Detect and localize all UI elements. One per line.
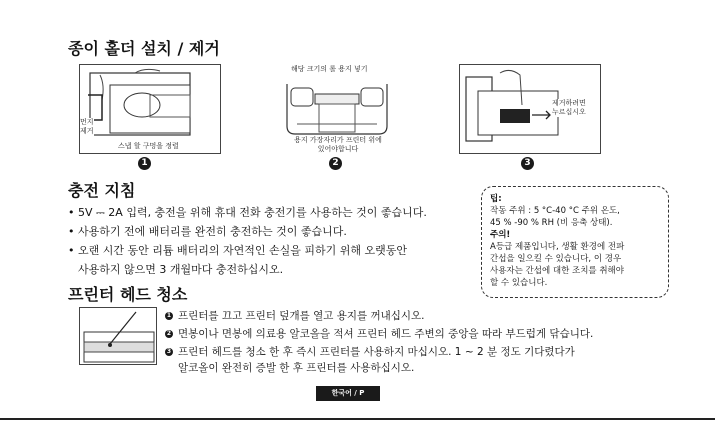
- figure-paper-roll: [267, 64, 409, 154]
- list-item-continued: 알코올이 완전히 증발 한 후 프린터를 사용하십시오.: [178, 362, 415, 374]
- cleaning-steps: [165, 308, 705, 376]
- list-item: 1 프린터를 끄고 프린터 덮개를 열고 용지를 꺼내십시오.: [166, 310, 425, 322]
- list-item: • 사용하기 전에 배터리를 완전히 충전하는 것이 좋습니다.: [68, 225, 347, 238]
- step-number-3: 3: [521, 157, 534, 170]
- head-cleaning-illustration: [80, 308, 158, 366]
- tip-line: 간섭을 일으킬 수 있습니다, 이 경우: [490, 254, 622, 264]
- tip-heading: 팁:: [490, 194, 502, 204]
- tip-line: 작동 주위 : 5 °C-40 °C 주위 온도,: [490, 206, 620, 216]
- tip-caution: 주의!: [490, 230, 511, 240]
- step-number-2: 2: [329, 157, 342, 170]
- fig3-note: 제거하려면 누르십시오: [552, 99, 586, 116]
- figure-holder-remove: [459, 64, 601, 154]
- list-item: 2 면봉이나 면봉에 의료용 알코올을 적셔 프린터 헤드 주변의 중앙을 따라 부드럽게 닦습니다.: [166, 328, 594, 340]
- section-title-head: 프린터 헤드 청소: [68, 285, 188, 304]
- printer-holder-illustration: [80, 65, 221, 154]
- tip-box: [481, 186, 669, 298]
- section-title-holder: 종이 홀더 설치 / 제거: [68, 39, 220, 58]
- section-title-charge: 충전 지침: [68, 181, 136, 200]
- tip-line: A등급 제품입니다, 생활 환경에 전파: [490, 242, 625, 252]
- fig2-bottom-caption: 용지 가장자리가 프린터 위에 있어야합니다: [283, 136, 393, 154]
- fig2-top-caption: 해당 크기의 롤 용지 넣기: [291, 65, 368, 73]
- tip-line: 할 수 있습니다.: [490, 278, 548, 288]
- page-footer-label: 한국어 / P: [316, 386, 380, 401]
- list-item: • 오랜 시간 동안 리튬 배터리의 자연적인 손실을 피하기 위해 오랫동안: [68, 244, 407, 257]
- tip-line: 45 % -90 % RH (비 응축 상태).: [490, 218, 613, 228]
- list-item-continued: 사용하지 않으면 3 개월마다 충전하십시오.: [78, 263, 284, 276]
- charging-list: [68, 203, 478, 279]
- step-number-1: 1: [138, 157, 151, 170]
- figure-head-cleaning: [79, 307, 157, 365]
- fig1-label-dust: 먼지 제거: [80, 118, 94, 135]
- fig1-caption: 스냅 할 구멍을 정렬: [118, 142, 179, 150]
- figure-holder-install: [79, 64, 221, 154]
- bottom-divider: [0, 418, 715, 420]
- list-item: 3 프린터 헤드를 청소 한 후 즉시 프린터를 사용하지 마십시오. 1 ~ 2 분 정도 기다렸다가: [166, 346, 575, 358]
- tip-line: 사용자는 간섭에 대한 조치를 취해야: [490, 266, 624, 276]
- list-item: • 5V ⎓ 2A 입력, 충전을 위해 휴대 전화 충전기를 사용하는 것이 좋습니다.: [68, 206, 427, 219]
